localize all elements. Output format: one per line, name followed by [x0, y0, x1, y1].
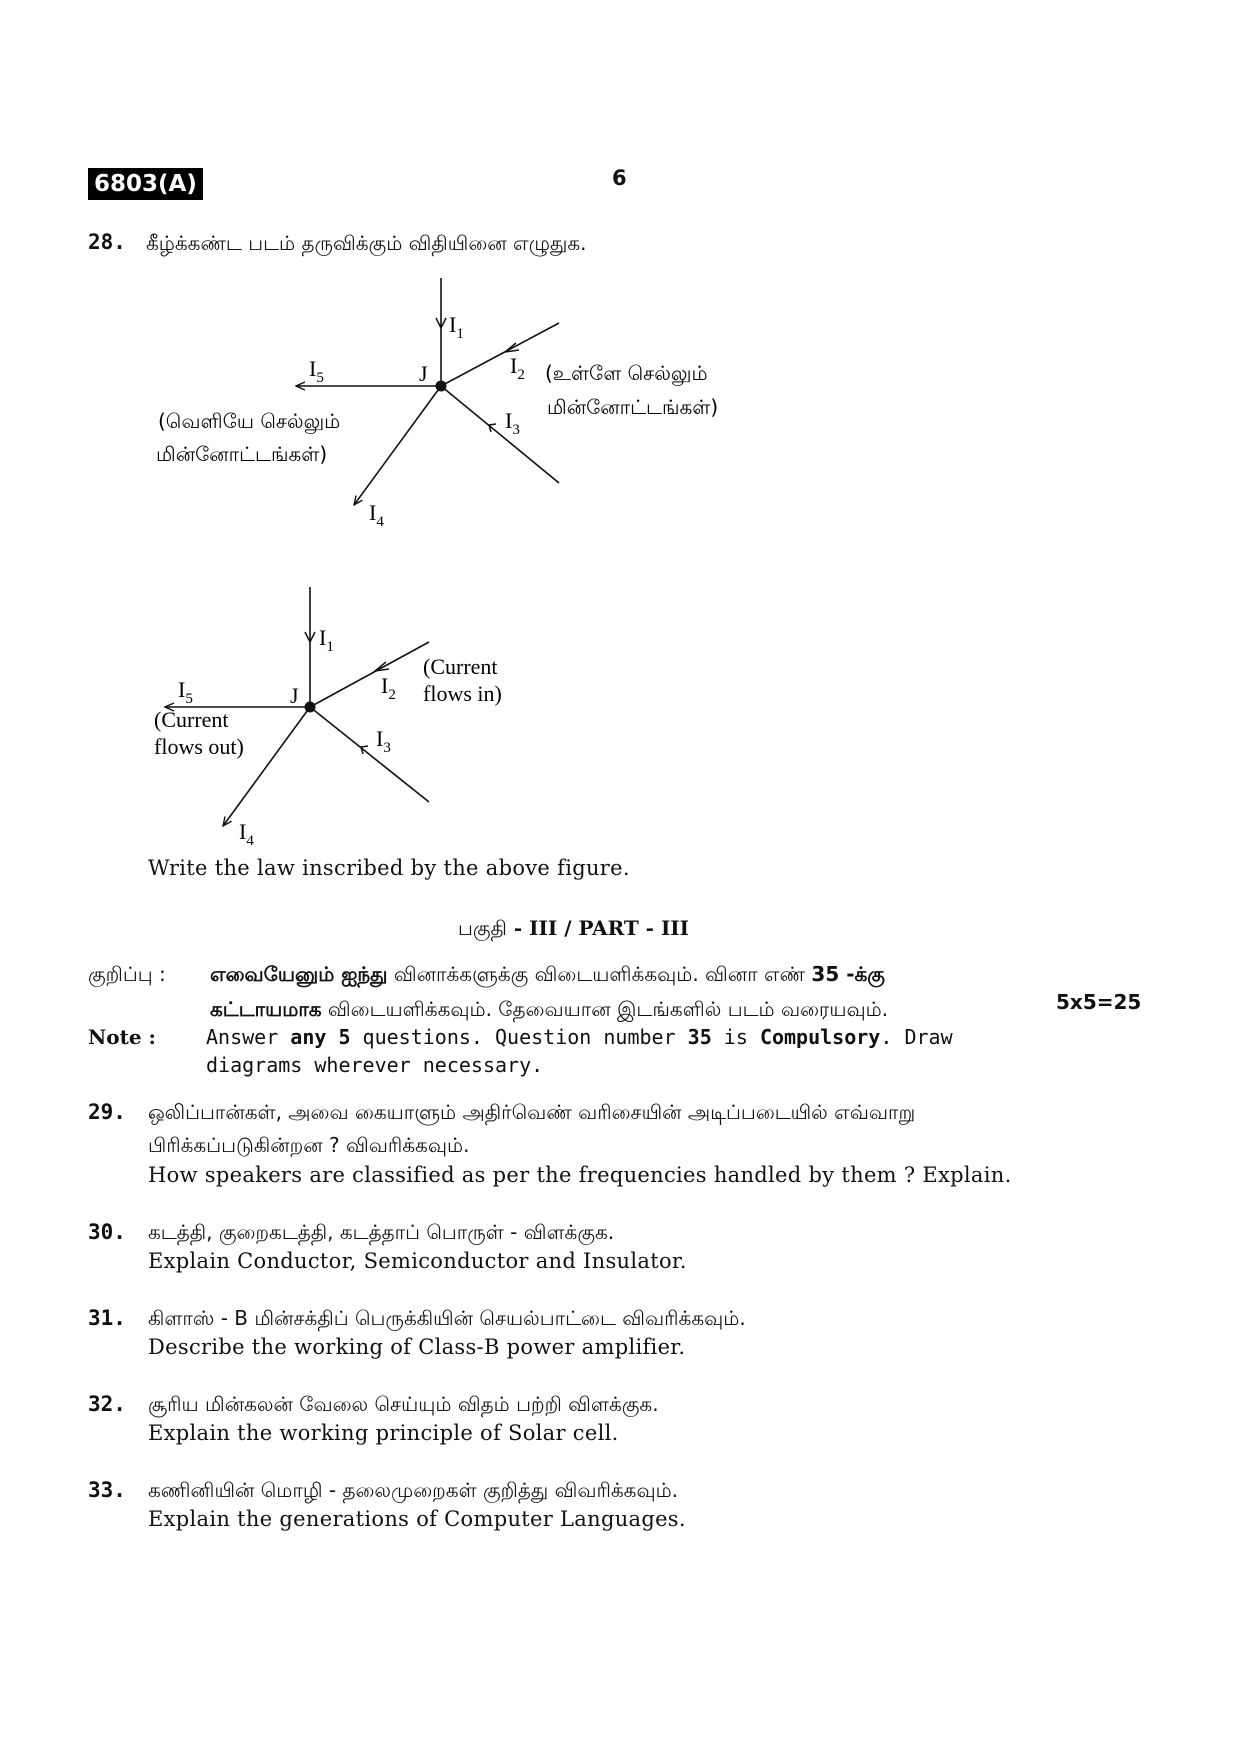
label-current-out-line1: (Current	[154, 707, 229, 732]
label-current-out-line2: flows out)	[154, 734, 244, 759]
label-i4: $I_4$	[239, 819, 254, 849]
i4-wire	[223, 707, 310, 826]
label-i5: $I_5$	[178, 677, 193, 707]
note-tamil-line1: எவையேனும் ஐந்து வினாக்களுக்கு விடையளிக்கவும். வினா எண் 35 -க்கு	[210, 962, 885, 986]
question-31-tamil: கிளாஸ் - B மின்சக்திப் பெருக்கியின் செயல்பாட்டை விவரிக்கவும்.	[148, 1306, 746, 1330]
question-30-tamil: கடத்தி, குறைகடத்தி, கடத்தாப் பொருள் - விளக்குக.	[148, 1220, 615, 1244]
label-i2: $I_2$	[381, 673, 396, 703]
question-29-tamil-line2: பிரிக்கப்படுகின்றன ? விவரிக்கவும்.	[148, 1133, 470, 1157]
label-current-in-line2: flows in)	[423, 681, 502, 706]
question-33-tamil: கணினியின் மொழி - தலைமுறைகள் குறித்து விவரிக்கவும்.	[148, 1478, 679, 1502]
part-heading: பகுதி - III / PART - III	[458, 916, 690, 940]
i3-wire	[441, 386, 559, 483]
label-i2: $I_2$	[510, 353, 525, 383]
question-33-english: Explain the generations of Computer Languages.	[148, 1507, 686, 1531]
question-32-number: 32.	[88, 1392, 126, 1416]
junction-figure-tamil	[0, 0, 1240, 560]
note-english-line2: diagrams wherever necessary.	[206, 1053, 544, 1077]
question-31-english: Describe the working of Class-B power amplifier.	[148, 1335, 686, 1359]
note-label-tamil: குறிப்பு :	[88, 962, 166, 986]
question-32-tamil: சூரிய மின்கலன் வேலை செய்யும் விதம் பற்றி விளக்குக.	[148, 1392, 659, 1416]
paper-code-badge: 6803(A)	[88, 168, 203, 200]
question-29-english: How speakers are classified as per the frequencies handled by them ? Explain.	[148, 1163, 1012, 1187]
label-currents-in-line1: (உள்ளே செல்லும்	[545, 361, 708, 385]
question-29-number: 29.	[88, 1100, 126, 1124]
question-32-english: Explain the working principle of Solar cell.	[148, 1421, 619, 1445]
note-tamil-line2: கட்டாயமாக விடையளிக்கவும். தேவையான இடங்களில் படம் வரையவும்.	[210, 997, 889, 1021]
label-i4: $I_4$	[369, 500, 384, 530]
label-i1: $I_1$	[319, 625, 334, 655]
label-currents-in-line2: மின்னோட்டங்கள்)	[547, 395, 719, 419]
marks-allocation: 5x5=25	[1056, 990, 1142, 1014]
label-junction: J	[290, 683, 299, 708]
question-31-number: 31.	[88, 1306, 126, 1330]
label-junction: J	[419, 361, 428, 386]
question-28-english: Write the law inscribed by the above figure.	[148, 856, 630, 880]
question-28-number: 28.	[88, 230, 126, 254]
note-label-english: Note :	[88, 1025, 156, 1049]
junction-dot	[305, 702, 316, 713]
label-i5: $I_5$	[309, 356, 324, 386]
question-33-number: 33.	[88, 1478, 126, 1502]
question-29-tamil-line1: ஒலிப்பான்கள், அவை கையாளும் அதிர்வெண் வரிசையின் அடிப்படையில் எவ்வாறு	[148, 1100, 916, 1124]
label-currents-out-line2: மின்னோட்டங்கள்)	[156, 442, 328, 466]
i4-wire	[354, 386, 441, 505]
question-28-tamil: கீழ்க்கண்ட படம் தருவிக்கும் விதியினை எழுதுக.	[146, 231, 587, 255]
question-30-number: 30.	[88, 1220, 126, 1244]
note-english-line1: Answer any 5 questions. Question number 35 is Compulsory. Draw	[206, 1025, 953, 1049]
junction-dot	[436, 381, 447, 392]
label-i3: $I_3$	[376, 726, 391, 756]
label-current-in-line1: (Current	[423, 654, 498, 679]
label-i3: $I_3$	[505, 408, 520, 438]
label-i1: $I_1$	[449, 312, 464, 342]
page-number: 6	[612, 166, 627, 190]
i2-arrow-icon	[375, 662, 389, 671]
question-30-english: Explain Conductor, Semiconductor and Insulator.	[148, 1249, 687, 1273]
label-currents-out-line1: (வெளியே செல்லும்	[158, 409, 341, 433]
junction-figure-english	[0, 560, 1240, 860]
i3-wire	[310, 707, 429, 802]
